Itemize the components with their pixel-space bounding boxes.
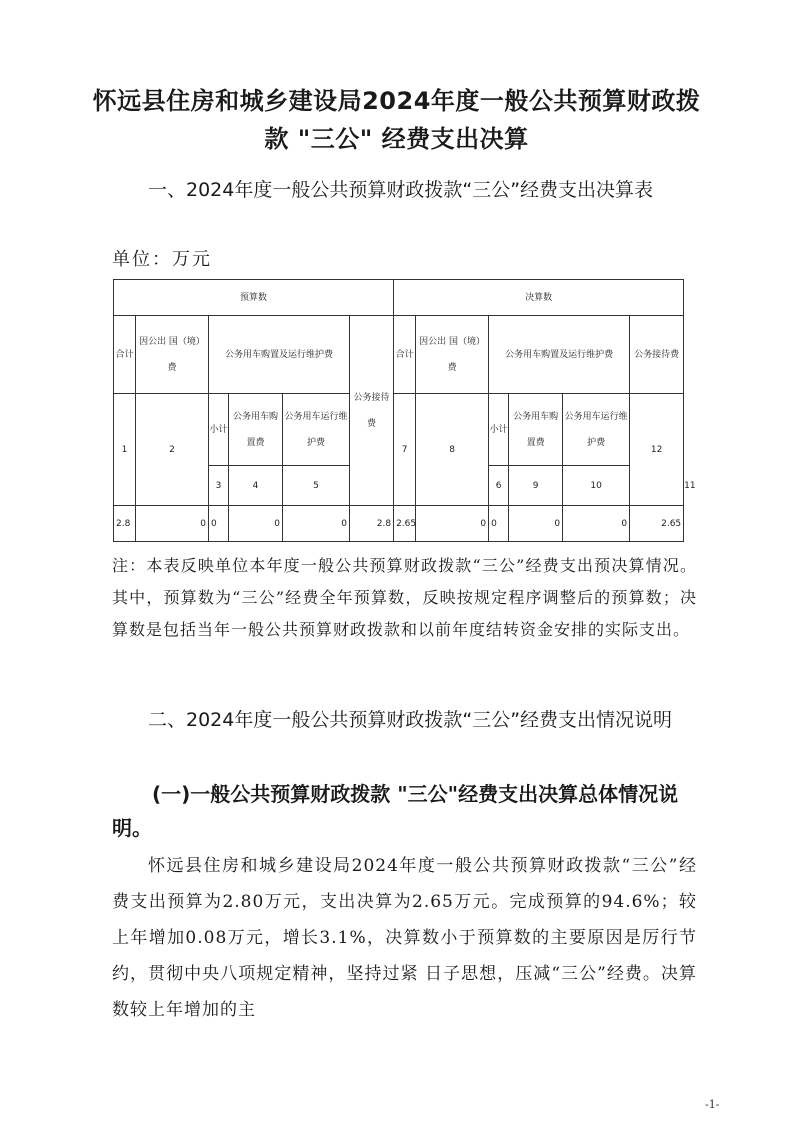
col-index: 6 <box>489 466 509 506</box>
value-cell: 0 <box>209 506 229 542</box>
final-reception-header: 公务接待费 <box>630 316 684 394</box>
col-index: 2 <box>136 394 209 506</box>
col-index: 9 <box>509 466 563 506</box>
group-budget-header: 预算数 <box>114 280 394 316</box>
budget-vehicle-purchase-header: 公务用车购置费 <box>229 394 283 466</box>
body-paragraph: 怀远县住房和城乡建设局2024年度一般公共预算财政拨款“三公”经费支出预算为2.80万元，支出决算为2.65万元。完成预算的94.6%；较上年增加0.08万元，增长3.1%，决算数小于预算数的主要原因是厉行节约，贯彻中央八项规定精神，坚持过紧 日子思想，压减“三公”经费。决算数较上年增加的主 <box>112 856 697 1020</box>
value-cell: 2.65 <box>394 506 416 542</box>
col-index: 4 <box>229 466 283 506</box>
unit-label: 单位：万元 <box>112 249 212 270</box>
final-vehicle-run-header: 公务用车运行维护费 <box>563 394 630 466</box>
budget-subtotal-header: 小计 <box>209 394 229 466</box>
subsection1-heading: (一)一般公共预算财政拨款 "三公"经费支出决算总体情况说明。 <box>112 782 679 840</box>
value-cell: 2.8 <box>114 506 136 542</box>
col-index: 7 <box>394 394 416 506</box>
final-abroad-header: 因公出 国（境）费 <box>416 316 489 394</box>
document-title: 怀远县住房和城乡建设局2024年度一般公共预算财政拨款 "三公" 经费支出决算 <box>92 87 701 153</box>
col-index: 3 <box>209 466 229 506</box>
final-vehicle-header: 公务用车购置及运行维护费 <box>489 316 630 394</box>
value-cell: 0 <box>416 506 489 542</box>
value-cell: 0 <box>283 506 350 542</box>
value-cell: 2.8 <box>350 506 394 542</box>
value-cell: 2.65 <box>630 506 684 542</box>
section1-heading: 一、2024年度一般公共预算财政拨款“三公”经费支出决算表 <box>148 179 654 201</box>
table-note: 注：本表反映单位本年度一般公共预算财政拨款“三公”经费支出预决算情况。其中，预算数为“三公”经费全年预算数，反映按规定程序调整后的预算数；决算数是包括当年一般公共预算财政拨款和以前年度结转资金安排的实际支出。 <box>112 556 697 639</box>
col-index: 8 <box>416 394 489 506</box>
budget-abroad-header: 因公出 国（境）费 <box>136 316 209 394</box>
budget-vehicle-run-header: 公务用车运行维护费 <box>283 394 350 466</box>
page-number: -1- <box>705 1098 720 1111</box>
budget-vehicle-header: 公务用车购置及运行维护费 <box>209 316 350 394</box>
final-vehicle-purchase-header: 公务用车购置费 <box>509 394 563 466</box>
section2-heading: 二、2024年度一般公共预算财政拨款“三公”经费支出情况说明 <box>148 709 673 731</box>
group-final-header: 决算数 <box>394 280 684 316</box>
budget-reception-header: 公务接待费 <box>350 316 394 506</box>
value-cell: 0 <box>509 506 563 542</box>
value-cell: 0 <box>229 506 283 542</box>
col-index: 10 <box>563 466 630 506</box>
value-cell: 0 <box>489 506 509 542</box>
col-index: 5 <box>283 466 350 506</box>
col-index: 1 <box>114 394 136 506</box>
final-subtotal-header: 小计 <box>489 394 509 466</box>
three-public-expense-table: 预算数 决算数 合计 因公出 国（境）费 公务用车购置及运行维护费 公务接待费 合计 因公出 国（境）费 公务用车购置及运行维护费 公务接待费 1 2 小计 公务用车购置费 公务用车运行维护费 7 8 小计 公务用车购置费 公务用车运行维护费 12 3 4 5 6 9 10 11 2.8 0 0 0 0 2.8 2.65 0 0 0 0 2.65 <box>113 279 684 542</box>
final-total-header: 合计 <box>394 316 416 394</box>
budget-total-header: 合计 <box>114 316 136 394</box>
value-cell: 0 <box>563 506 630 542</box>
value-cell: 0 <box>136 506 209 542</box>
col-index: 12 <box>630 394 684 506</box>
